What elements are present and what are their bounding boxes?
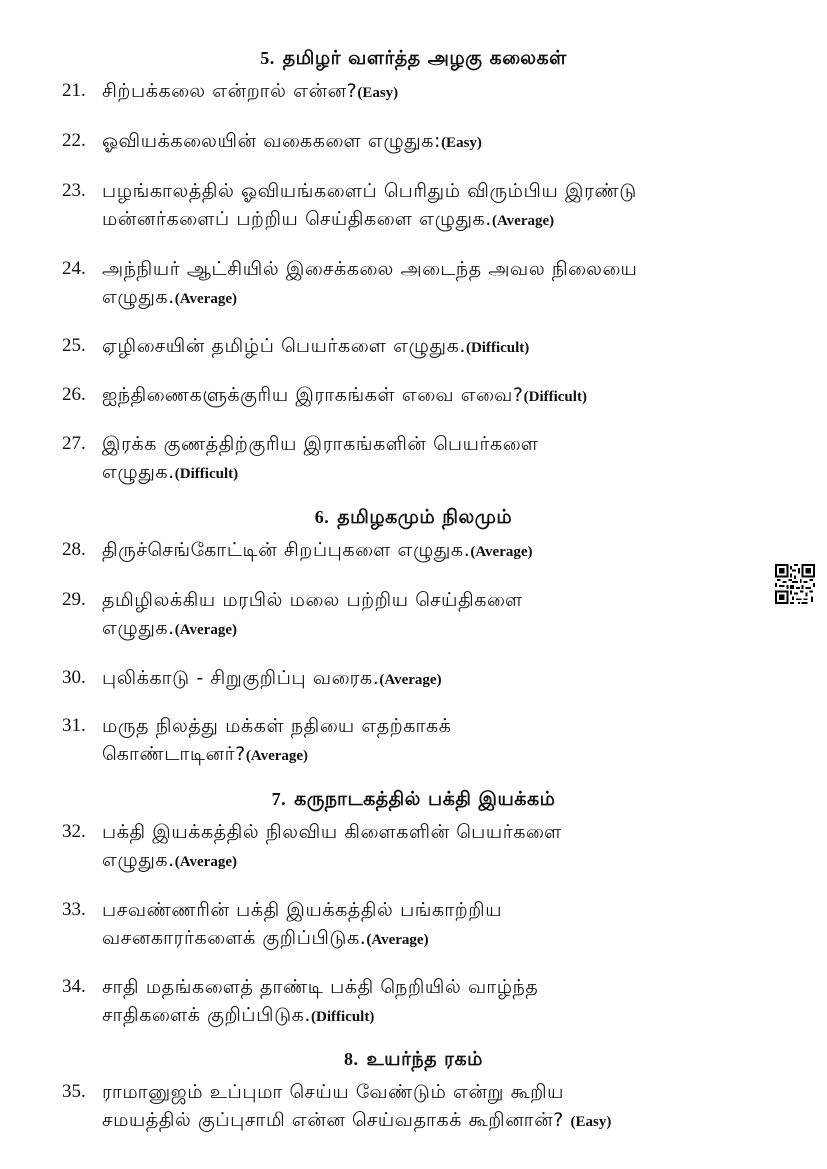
section-number: 8. [344, 1049, 359, 1069]
question-text-line [102, 458, 762, 488]
question-text-line [102, 205, 762, 235]
difficulty-label: (Easy) [570, 1114, 612, 1130]
question-item [62, 896, 762, 954]
question-number: 32. [62, 821, 86, 842]
question-item [62, 1078, 762, 1136]
section-title [0, 1048, 827, 1073]
question-text: எழுதுக. [102, 849, 175, 871]
question-text: புலிக்காடு - சிறுகுறிப்பு வரைக. [102, 667, 380, 689]
difficulty-label: (Average) [174, 291, 237, 307]
section-number: 5. [260, 48, 275, 68]
difficulty-label: (Difficult) [174, 466, 239, 482]
question-item [62, 586, 762, 644]
question-text-line [102, 1106, 762, 1136]
question-text-line [102, 1001, 762, 1031]
question-text-line [102, 430, 762, 458]
question-item [62, 381, 762, 411]
difficulty-label: (Difficult) [523, 389, 587, 405]
question-text: பசவண்ணரின் பக்தி இயக்கத்தில் பங்காற்றிய [102, 899, 503, 921]
difficulty-label: (Average) [245, 748, 309, 764]
question-text: அந்நியர் ஆட்சியில் இசைக்கலை அடைந்த அவல நிலையை [102, 258, 638, 280]
question-text-line [102, 664, 762, 694]
question-text: பழங்காலத்தில் ஓவியங்களைப் பெரிதும் விரும்பிய இரண்டு [102, 180, 637, 202]
question-item [62, 127, 762, 157]
difficulty-label: (Average) [470, 544, 533, 560]
section-title-text: உயர்ந்த ரகம் [366, 1048, 483, 1070]
question-text: சமயத்தில் குப்புசாமி என்ன செய்வதாகக் கூறினான்? [102, 1109, 571, 1131]
question-text: ஓவியக்கலையின் வகைகளை எழுதுக: [102, 130, 442, 152]
question-text-line [102, 586, 762, 614]
question-text: ராமானுஜம் உப்புமா செய்ய வேண்டும் என்று கூறிய [102, 1081, 565, 1103]
question-text-line [102, 712, 762, 740]
question-text: எழுதுக. [102, 286, 175, 308]
question-text: வசனகாரர்களைக் குறிப்பிடுக. [102, 927, 367, 949]
section-number: 6. [314, 507, 330, 527]
question-number: 25. [62, 335, 86, 356]
question-number: 26. [62, 384, 86, 405]
question-number: 21. [62, 80, 86, 101]
question-text-line [102, 127, 762, 157]
difficulty-label: (Average) [366, 932, 429, 948]
question-item [62, 973, 762, 1031]
difficulty-label: (Average) [491, 213, 555, 229]
question-number: 29. [62, 589, 86, 610]
question-number: 33. [62, 899, 86, 920]
difficulty-label: (Average) [174, 622, 237, 638]
question-item [62, 712, 762, 770]
question-item [62, 77, 762, 107]
qr-code [775, 564, 815, 604]
question-text: ஏழிசையின் தமிழ்ப் பெயர்களை எழுதுக. [102, 335, 466, 357]
question-text-line [102, 740, 762, 770]
question-text-line [102, 77, 762, 107]
question-text-line [102, 973, 762, 1001]
question-text-line [102, 1078, 762, 1106]
difficulty-label: (Easy) [357, 85, 399, 101]
question-item [62, 664, 762, 694]
question-number: 34. [62, 976, 86, 997]
question-text-line [102, 846, 762, 876]
question-text: கொண்டாடினர்? [102, 743, 246, 765]
difficulty-label: (Difficult) [311, 1009, 375, 1025]
question-text: மன்னர்களைப் பற்றிய செய்திகளை எழுதுக. [102, 208, 492, 230]
question-item [62, 818, 762, 876]
question-item [62, 332, 762, 362]
section-title-text: தமிழர் வளர்த்த அழகு கலைகள் [282, 47, 567, 69]
question-text: சாதி மதங்களைத் தாண்டி பக்தி நெறியில் வாழ்ந்த [102, 976, 539, 998]
question-text: இரக்க குணத்திற்குரிய இராகங்களின் பெயர்களை [102, 433, 539, 455]
difficulty-label: (Difficult) [465, 340, 530, 356]
question-text: பக்தி இயக்கத்தில் நிலவிய கிளைகளின் பெயர்களை [102, 821, 562, 843]
question-number: 31. [62, 715, 86, 736]
question-text-line [102, 177, 762, 205]
question-text-line [102, 332, 762, 362]
question-text: தமிழிலக்கிய மரபில் மலை பற்றிய செய்திகளை [102, 589, 523, 611]
difficulty-label: (Easy) [441, 135, 482, 151]
question-text: எழுதுக. [102, 617, 175, 639]
section-title [0, 788, 827, 813]
question-text: சாதிகளைக் குறிப்பிடுக. [102, 1004, 312, 1026]
question-number: 22. [62, 130, 86, 151]
question-text: திருச்செங்கோட்டின் சிறப்புகளை எழுதுக. [102, 539, 471, 561]
question-item [62, 430, 762, 488]
question-number: 24. [62, 258, 86, 279]
question-text: சிற்பக்கலை என்றால் என்ன? [102, 80, 358, 102]
question-text-line [102, 536, 762, 566]
question-text-line [102, 818, 762, 846]
question-item [62, 177, 762, 235]
section-number: 7. [271, 789, 287, 809]
question-item [62, 255, 762, 313]
section-title [0, 47, 827, 72]
question-text-line [102, 255, 762, 283]
question-number: 27. [62, 433, 86, 454]
section-title-text: கருநாடகத்தில் பக்தி இயக்கம் [294, 788, 556, 810]
question-text-line [102, 381, 762, 411]
question-text: எழுதுக. [102, 461, 175, 483]
question-number: 35. [62, 1081, 86, 1102]
question-item [62, 536, 762, 566]
section-title-text: தமிழகமும் நிலமும் [337, 506, 513, 528]
question-text-line [102, 614, 762, 644]
difficulty-label: (Average) [379, 672, 442, 688]
question-number: 28. [62, 539, 86, 560]
question-text: மருத நிலத்து மக்கள் நதியை எதற்காகக் [102, 715, 452, 737]
section-title [0, 506, 827, 531]
question-number: 30. [62, 667, 86, 688]
question-text: ஐந்திணைகளுக்குரிய இராகங்கள் எவை எவை? [102, 384, 524, 406]
question-text-line [102, 283, 762, 313]
question-number: 23. [62, 180, 86, 201]
question-text-line [102, 896, 762, 924]
question-text-line [102, 924, 762, 954]
difficulty-label: (Average) [174, 854, 237, 870]
